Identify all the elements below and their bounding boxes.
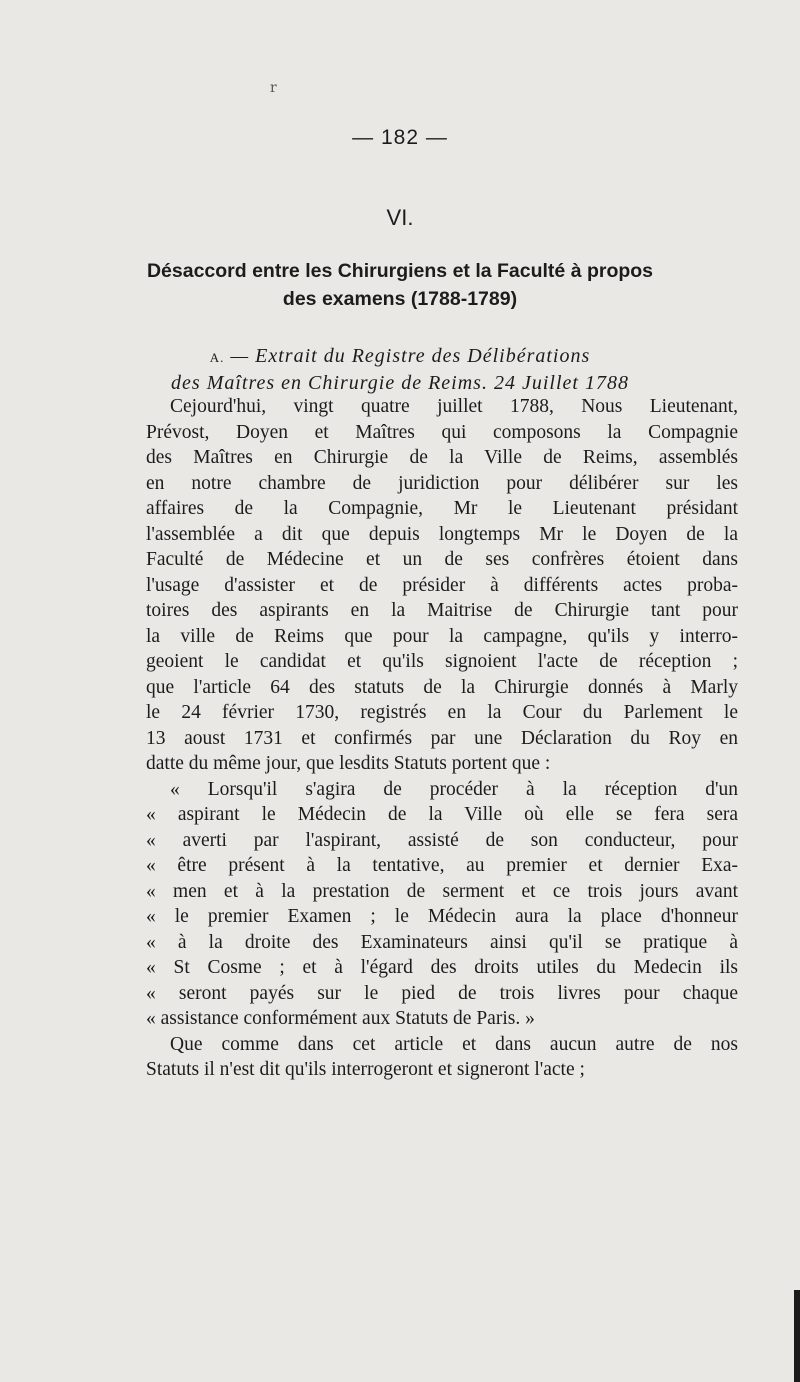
section-title-line-1: Désaccord entre les Chirurgiens et la Faculté à propos [146,260,654,282]
body-line: la ville de Reims que pour la campagne, qu'ils y interro- [146,625,738,647]
section-number: VI. [386,205,414,230]
quote-line: « averti par l'aspirant, assisté de son conducteur, pour [146,829,738,851]
quote-line: « être présent à la tentative, au premier et dernier Exa- [146,855,738,876]
body-line: Que comme dans cet article et dans aucun autre de nos [170,1033,738,1055]
quote-line: « à la droite des Examinateurs ainsi qu'il se pratique à [146,931,738,953]
quote-line: « men et à la prestation de serment et ce trois jours avant [146,880,738,902]
page-edge-mark [794,1290,800,1382]
document-subtitle-line-1 [0,345,800,368]
body-text [146,394,738,1083]
body-line: 13 aoust 1731 et confirmés par une Déclaration du Roy en [146,727,738,749]
subtitle-letter: A. [209,350,225,365]
body-line: Statuts il n'est dit qu'ils interrogeront et signeront l'acte ; [146,1059,585,1080]
quote-line: « Lorsqu'il s'agira de procéder à la réception d'un [170,778,738,800]
body-line: datte du même jour, que lesdits Statuts portent que : [146,753,551,774]
page-number: — 182 — [352,126,448,149]
quote-line: « aspirant le Médecin de la Ville où elle se fera sera [146,804,738,825]
body-line: en notre chambre de juridiction pour délibérer sur les [146,472,738,494]
quote-line: « St Cosme ; et à l'égard des droits utiles du Medecin ils [146,957,738,978]
body-line: toires des aspirants en la Maitrise de Chirurgie tant pour [146,600,738,621]
quote-line: « assistance conformément aux Statuts de Paris. » [146,1008,535,1029]
body-line: que l'article 64 des statuts de la Chirurgie donnés à Marly [146,676,738,698]
body-line: l'assemblée a dit que depuis longtemps Mr le Doyen de la [146,523,738,545]
body-line: affaires de la Compagnie, Mr le Lieutenant présidant [146,498,738,519]
section-title-line-2: des examens (1788-1789) [282,288,518,310]
document-subtitle-line-2: des Maîtres en Chirurgie de Reims. 24 Juillet 1788 [171,372,629,394]
subtitle-text-1: — Extrait du Registre des Délibérations [224,345,591,367]
stray-ink-mark: r [270,80,277,96]
body-line: Faculté de Médecine et un de ses confrères étoient dans [146,549,738,570]
body-line: Cejourd'hui, vingt quatre juillet 1788, Nous Lieutenant, [170,396,738,417]
body-line: geoient le candidat et qu'ils signoient l'acte de réception ; [146,651,738,672]
quote-line: « seront payés sur le pied de trois livres pour chaque [146,982,738,1004]
body-line: des Maîtres en Chirurgie de la Ville de Reims, assemblés [146,447,738,468]
body-line: l'usage d'assister et de présider à différents actes proba- [146,574,738,596]
quote-line: « le premier Examen ; le Médecin aura la place d'honneur [146,906,738,927]
body-line: le 24 février 1730, registrés en la Cour du Parlement le [146,702,738,723]
body-line: Prévost, Doyen et Maîtres qui composons la Compagnie [146,421,738,443]
